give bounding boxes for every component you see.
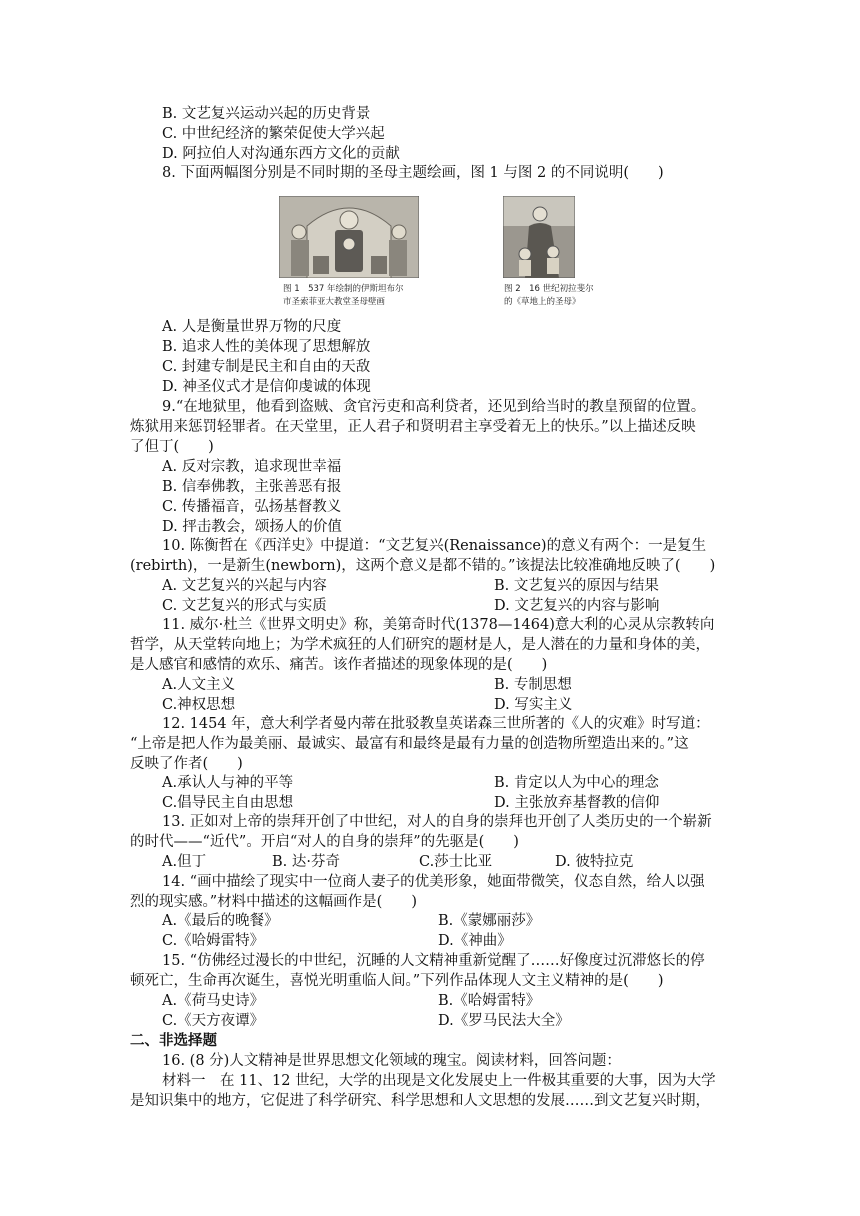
q15-option-d: D.《罗马民法大全》 xyxy=(438,1013,570,1029)
q7-option-c: C. 中世纪经济的繁荣促使大学兴起 xyxy=(162,126,385,142)
q13-stem-line-2: 的时代——“近代”。开启“对人的自身的崇拜”的先驱是( ) xyxy=(130,834,519,850)
q10-option-a: A. 文艺复兴的兴起与内容 xyxy=(162,578,327,594)
q14-option-a: A.《最后的晚餐》 xyxy=(162,913,279,929)
q10-option-c: C. 文艺复兴的形式与实质 xyxy=(162,598,327,614)
q11-option-c: C.神权思想 xyxy=(162,697,236,713)
figure-1-caption-line-2: 市圣索菲亚大教堂圣母壁画 xyxy=(283,297,386,307)
q9-option-c: C. 传播福音，弘扬基督教义 xyxy=(162,499,342,515)
q15-stem-line-2: 顿死亡，生命再次诞生，喜悦光明重临人间。”下列作品体现人文主义精神的是( ) xyxy=(130,973,664,989)
q13-option-d: D. 彼特拉克 xyxy=(555,854,634,870)
figure-2-caption-line-2: 的《草地上的圣母》 xyxy=(504,297,581,307)
q12-option-b: B. 肯定以人为中心的理念 xyxy=(494,775,659,791)
q8-option-c: C. 封建专制是民主和自由的天敌 xyxy=(162,359,371,375)
q12-stem-line-3: 反映了作者( ) xyxy=(130,756,243,772)
q7-option-d: D. 阿拉伯人对沟通东西方文化的贡献 xyxy=(162,146,400,162)
madonna-meadow-painting-image xyxy=(503,196,575,278)
q9-option-b: B. 信奉佛教，主张善恶有报 xyxy=(162,479,342,495)
q11-option-a: A.人文主义 xyxy=(162,677,236,693)
q11-option-b: B. 专制思想 xyxy=(494,677,572,693)
q12-option-d: D. 主张放弃基督教的信仰 xyxy=(494,795,660,811)
q10-option-d: D. 文艺复兴的内容与影响 xyxy=(494,598,660,614)
q9-option-a: A. 反对宗教，追求现世幸福 xyxy=(162,459,342,475)
q9-stem-line-3: 了但丁( ) xyxy=(130,439,214,455)
q13-stem-line-1: 13. 正如对上帝的崇拜开创了中世纪，对人的自身的崇拜也开创了人类历史的一个崭新 xyxy=(162,814,712,830)
q14-option-b: B.《蒙娜丽莎》 xyxy=(438,913,541,929)
q14-option-d: D.《神曲》 xyxy=(438,933,512,949)
q12-option-c: C.倡导民主自由思想 xyxy=(162,795,294,811)
q8-option-b: B. 追求人性的美体现了思想解放 xyxy=(162,339,371,355)
q16-material-1-line-2: 是知识集中的地方，它促进了科学研究、科学思想和人文思想的发展……到文艺复兴时期， xyxy=(130,1093,710,1109)
figure-2-caption-line-1: 图 2 16 世纪初拉斐尔 xyxy=(504,284,594,294)
q8-option-a: A. 人是衡量世界万物的尺度 xyxy=(162,319,342,335)
q14-stem-line-1: 14. “画中描绘了现实中一位商人妻子的优美形象，她面带微笑，仪态自然，给人以强 xyxy=(162,874,705,890)
q9-stem-line-1: 9.“在地狱里，他看到盗贼、贪官污吏和高利贷者，还见到给当时的教皇预留的位置。 xyxy=(162,399,706,415)
q13-option-a: A.但丁 xyxy=(162,854,207,870)
q14-option-c: C.《哈姆雷特》 xyxy=(162,933,265,949)
mosaic-fresco-image xyxy=(279,196,419,278)
q8-stem: 8. 下面两幅图分别是不同时期的圣母主题绘画，图 1 与图 2 的不同说明( ) xyxy=(162,165,664,181)
q12-stem-line-1: 12. 1454 年，意大利学者曼内蒂在批驳教皇英诺森三世所著的《人的灾难》时写道： xyxy=(162,716,710,732)
q10-stem-line-2: (rebirth)，一是新生(newborn)，这两个意义是都不错的。”该提法比较准确地反映了( ) xyxy=(130,558,716,574)
q15-stem-line-1: 15. “仿佛经过漫长的中世纪，沉睡的人文精神重新觉醒了……好像度过沉滞悠长的停 xyxy=(162,953,705,969)
q11-stem-line-3: 是人感官和感情的欢乐、痛苦。该作者描述的现象体现的是( ) xyxy=(130,657,548,673)
section-heading: 二、非选择题 xyxy=(130,1033,217,1049)
q15-option-c: C.《天方夜谭》 xyxy=(162,1013,265,1029)
q8-option-d: D. 神圣仪式才是信仰虔诚的体现 xyxy=(162,379,371,395)
q16-stem: 16. (8 分)人文精神是世界思想文化领域的瑰宝。阅读材料，回答问题： xyxy=(162,1053,621,1069)
figure-1-caption-line-1: 图 1 537 年绘制的伊斯坦布尔 xyxy=(283,284,404,294)
q16-material-1-line-1: 材料一 在 11、12 世纪，大学的出现是文化发展史上一件极其重要的大事，因为大学 xyxy=(162,1073,716,1089)
q15-option-a: A.《荷马史诗》 xyxy=(162,993,265,1009)
q10-option-b: B. 文艺复兴的原因与结果 xyxy=(494,578,659,594)
q14-stem-line-2: 烈的现实感。”材料中描述的这幅画作是( ) xyxy=(130,894,417,910)
q9-option-d: D. 抨击教会，颂扬人的价值 xyxy=(162,519,342,535)
q13-option-b: B. 达·芬奇 xyxy=(272,854,340,870)
q11-stem-line-1: 11. 威尔·杜兰《世界文明史》称，美第奇时代(1378—1464)意大利的心灵从宗教转向 xyxy=(162,617,715,633)
q11-stem-line-2: 哲学，从天堂转向地上；为学术疯狂的人们研究的题材是人，是人潜在的力量和身体的美， xyxy=(130,637,710,653)
q15-option-b: B.《哈姆雷特》 xyxy=(438,993,541,1009)
q10-stem-line-1: 10. 陈衡哲在《西洋史》中提道：“文艺复兴(Renaissance)的意义有两个：一是复生 xyxy=(162,538,707,554)
q9-stem-line-2: 炼狱用来惩罚轻罪者。在天堂里，正人君子和贤明君主享受着无上的快乐。”以上描述反映 xyxy=(130,419,696,435)
q7-option-b: B. 文艺复兴运动兴起的历史背景 xyxy=(162,106,371,122)
q11-option-d: D. 写实主义 xyxy=(494,697,573,713)
q13-option-c: C.莎士比亚 xyxy=(419,854,493,870)
q12-option-a: A.承认人与神的平等 xyxy=(162,775,294,791)
q12-stem-line-2: “上帝是把人作为最美丽、最诚实、最富有和最终是最有力量的创造物所塑造出来的。”这 xyxy=(130,736,689,752)
